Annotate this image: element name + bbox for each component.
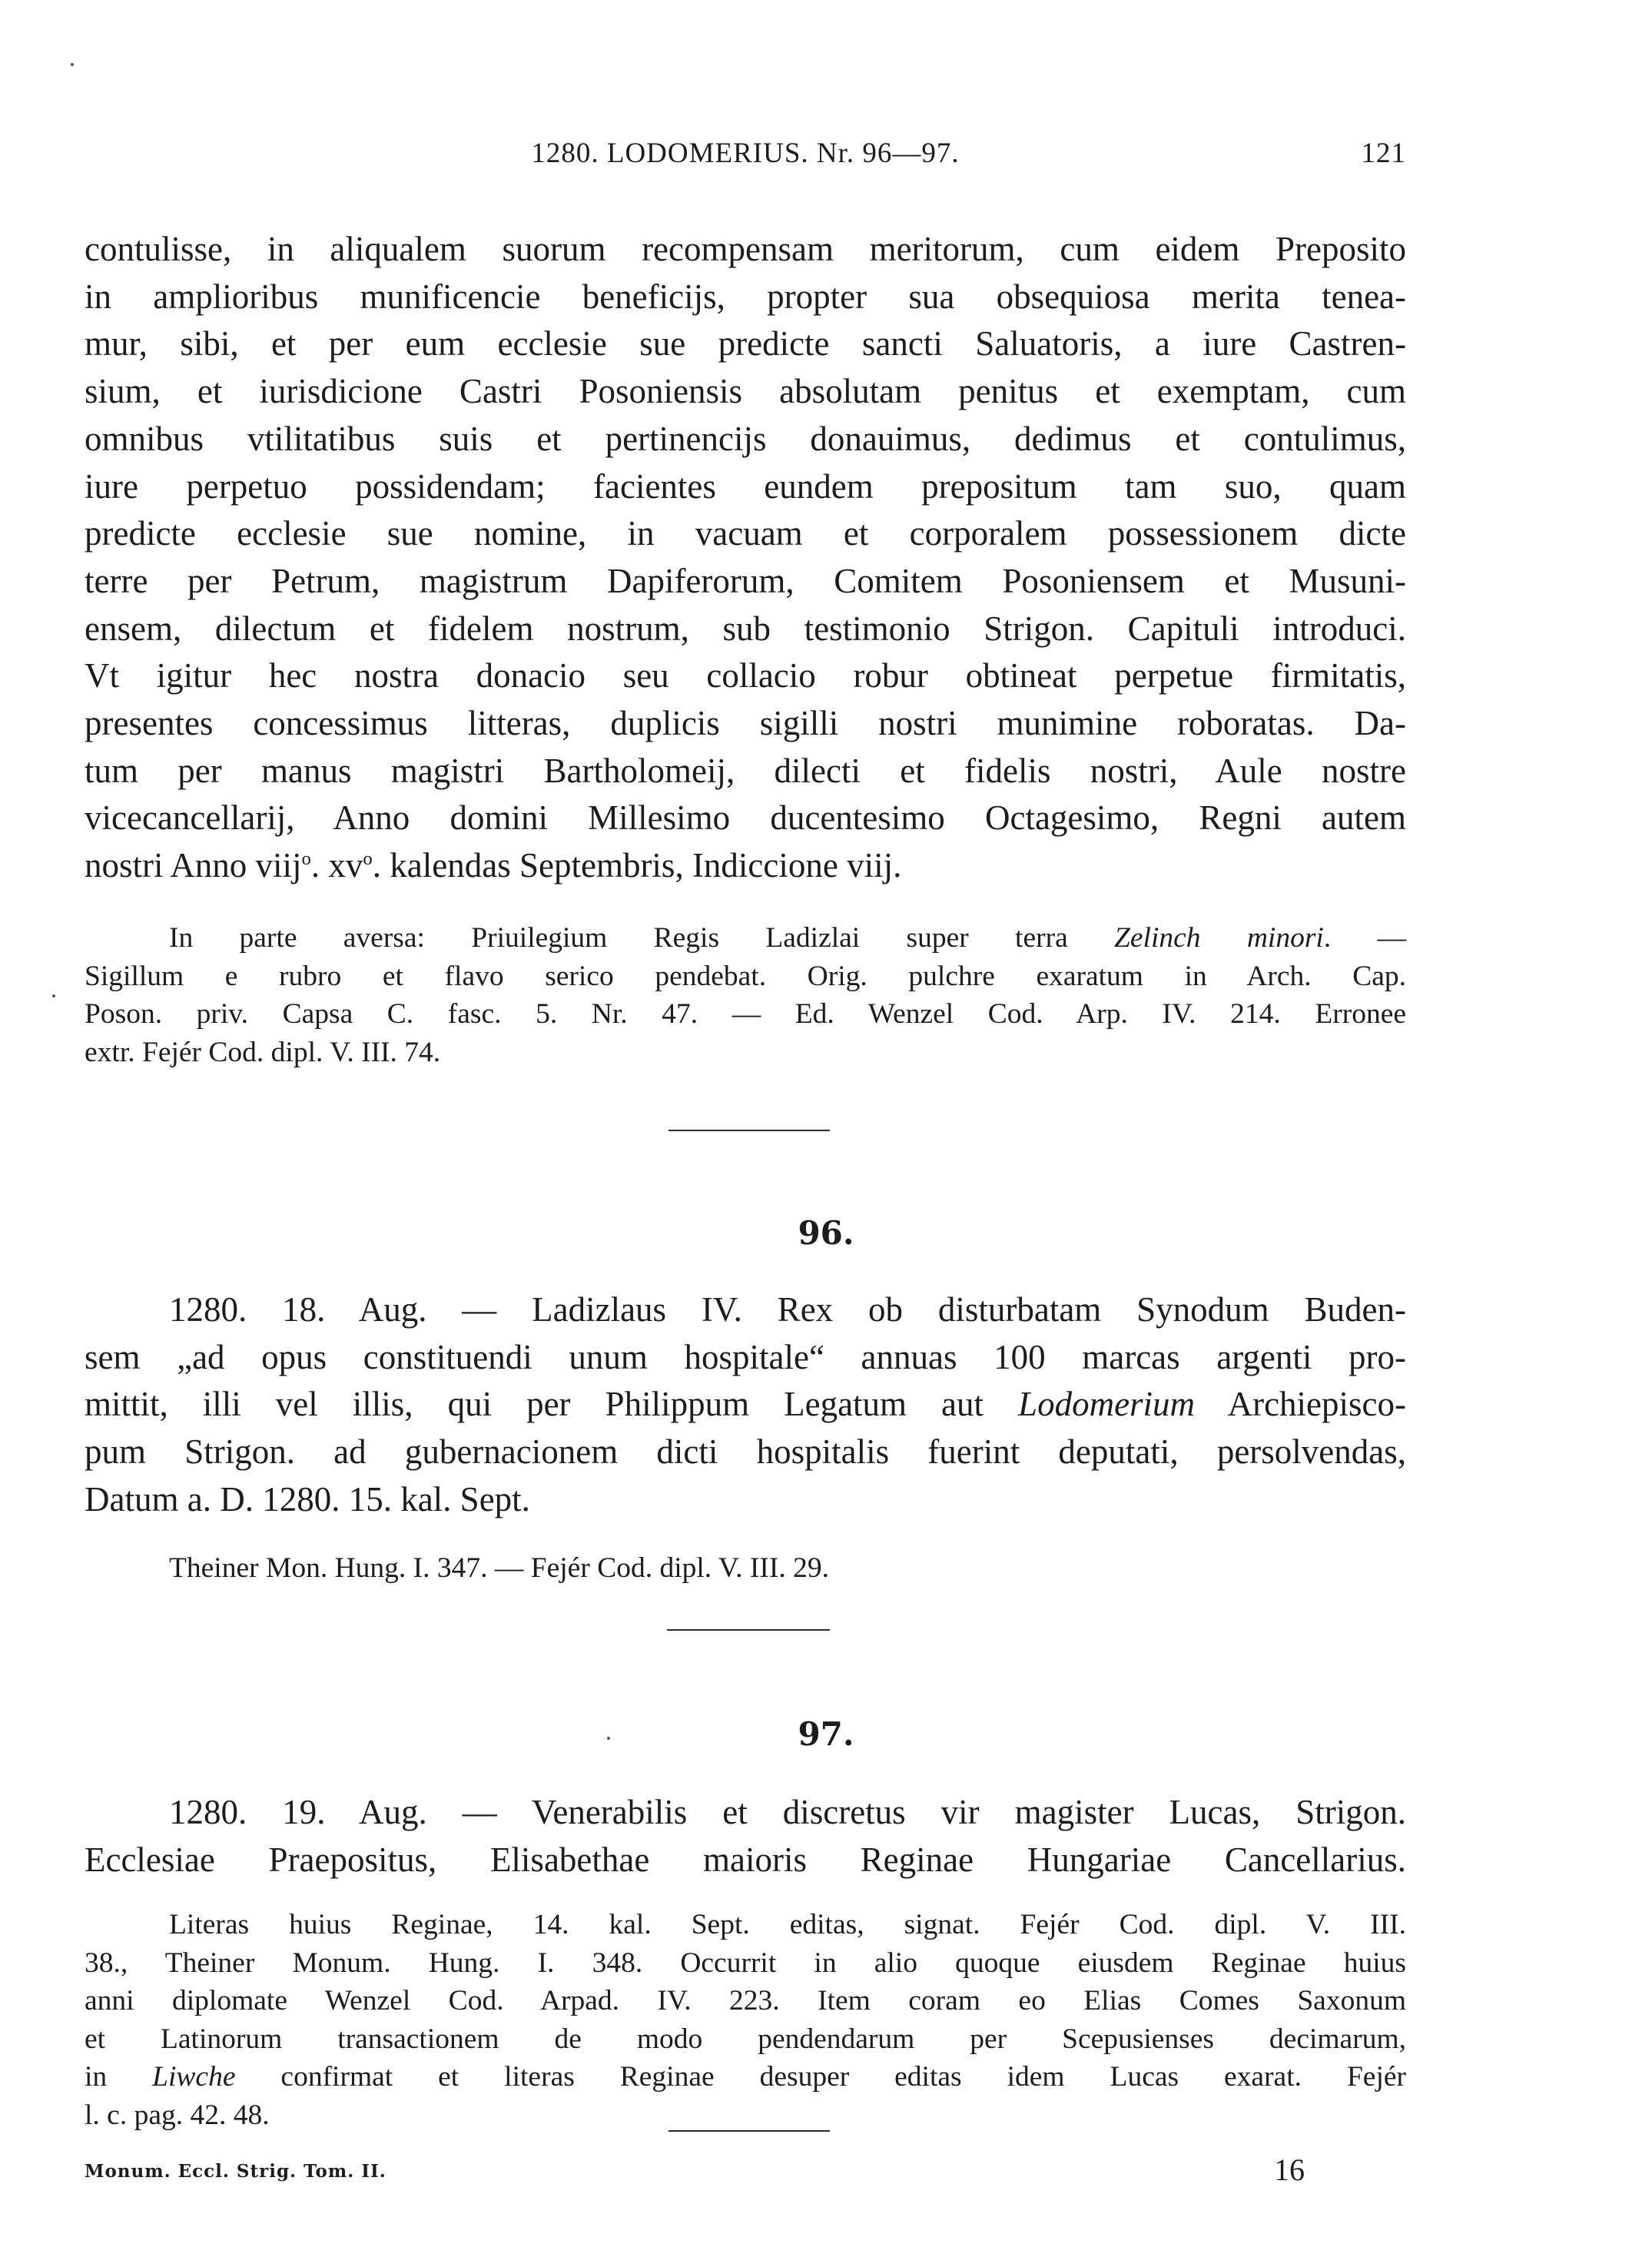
text-line: ensem, dilectum et fidelem nostrum, sub testimonio Strigon. Capituli introduci. <box>85 609 1406 648</box>
regest-97 <box>85 1789 1406 1884</box>
text-line: contulisse, in aliqualem suorum recompensam meritorum, cum eidem Preposito <box>85 230 1406 268</box>
note-line: in Liwche confirmat et literas Reginae desuper editas idem Lucas exarat. Fejér <box>85 2061 1407 2093</box>
continuation-text <box>85 226 1406 890</box>
text-line: Vt igitur hec nostra donacio seu collacio robur obtineat perpetue firmitatis, <box>85 656 1406 695</box>
text-line: pum Strigon. ad gubernacionem dicti hospitalis fuerint deputati, persolvendas, <box>85 1432 1406 1472</box>
note-96 <box>85 1549 1406 1588</box>
running-head <box>85 137 1406 183</box>
text-line: in amplioribus munificencie beneficijs, propter sua obsequiosa merita tenea- <box>85 277 1406 316</box>
regest-96 <box>85 1286 1406 1524</box>
note-line: Literas huius Reginae, 14. kal. Sept. editas, signat. Fejér Cod. dipl. V. III. <box>169 1909 1406 1940</box>
note-97 <box>85 1906 1406 2134</box>
note-line: Poson. priv. Capsa C. fasc. 5. Nr. 47. — Ed. Wenzel Cod. Arp. IV. 214. Erronee <box>85 998 1406 1030</box>
note-line: anni diplomate Wenzel Cod. Arpad. IV. 223. Item coram eo Elias Comes Saxonum <box>85 1985 1406 2016</box>
text-line: 1280. 18. Aug. — Ladizlaus IV. Rex ob disturbatam Synodum Buden- <box>169 1290 1406 1329</box>
note-line: Sigillum e rubro et flavo serico pendebat. Orig. pulchre exaratum in Arch. Cap. <box>85 960 1406 992</box>
footer-divider <box>668 2130 830 2132</box>
text-line: mur, sibi, et per eum ecclesie sue predicte sancti Saluatoris, a iure Castren- <box>85 324 1406 363</box>
text-line: tum per manus magistri Bartholomeij, dilecti et fidelis nostri, Aule nostre <box>85 751 1406 790</box>
running-title: 1280. LODOMERIUS. Nr. 96—97. <box>531 138 960 169</box>
note-line: extr. Fejér Cod. dipl. V. III. 74. <box>85 1036 441 1068</box>
sheet-number: 16 <box>1274 2152 1305 2187</box>
signature-line: Monum. Eccl. Strig. Tom. II. <box>85 2161 386 2182</box>
document-number-96: 96. <box>798 1214 854 1252</box>
note-line: Theiner Mon. Hung. I. 347. — Fejér Cod. dipl. V. III. 29. <box>169 1552 829 1584</box>
page-number: 121 <box>1361 138 1406 169</box>
note-line: l. c. pag. 42. 48. <box>85 2099 270 2131</box>
text-line: terre per Petrum, magistrum Dapiferorum, Comitem Posoniensem et Musuni- <box>85 561 1406 600</box>
note-line: In parte aversa: Priuilegium Regis Ladizlai super terra Zelinch minori. — <box>169 922 1407 954</box>
text-line: vicecancellarij, Anno domini Millesimo ducentesimo Octagesimo, Regni autem <box>85 798 1406 838</box>
section-divider <box>667 1629 830 1631</box>
note-line: et Latinorum transactionem de modo pendendarum per Scepusienses decimarum, <box>85 2023 1406 2055</box>
document-number-97: 97. <box>798 1715 854 1753</box>
text-line: predicte ecclesie sue nomine, in vacuam et corporalem possessionem dicte <box>85 514 1406 553</box>
section-divider <box>668 1130 830 1131</box>
text-line: Datum a. D. 1280. 15. kal. Sept. <box>85 1479 530 1519</box>
text-line: omnibus vtilitatibus suis et pertinencijs donauimus, dedimus et contulimus, <box>85 419 1406 458</box>
scan-speck <box>71 63 74 66</box>
scan-speck <box>52 994 55 997</box>
text-line: iure perpetuo possidendam; facientes eundem prepositum tam suo, quam <box>85 466 1406 506</box>
text-line: Ecclesiae Praepositus, Elisabethae maioris Reginae Hungariae Cancellarius. <box>85 1840 1406 1879</box>
text-line: mittit, illi vel illis, qui per Philippum Legatum aut Lodomerium Archiepisco- <box>85 1385 1406 1424</box>
text-line: presentes concessimus litteras, duplicis sigilli nostri munimine roboratas. Da- <box>85 704 1406 743</box>
note-95 <box>85 919 1406 1071</box>
text-line: 1280. 19. Aug. — Venerabilis et discretus vir magister Lucas, Strigon. <box>169 1793 1406 1831</box>
note-line: 38., Theiner Monum. Hung. I. 348. Occurrit in alio quoque eiusdem Reginae huius <box>85 1947 1406 1979</box>
text-line: sem „ad opus constituendi unum hospitale“ annuas 100 marcas argenti pro- <box>85 1337 1406 1376</box>
text-line: sium, et iurisdicione Castri Posoniensis absolutam penitus et exemptam, cum <box>85 372 1406 411</box>
text-line: nostri Anno viij$^o$. $xv^o$. kalendas Septembris, Indiccione viij. <box>85 846 902 885</box>
